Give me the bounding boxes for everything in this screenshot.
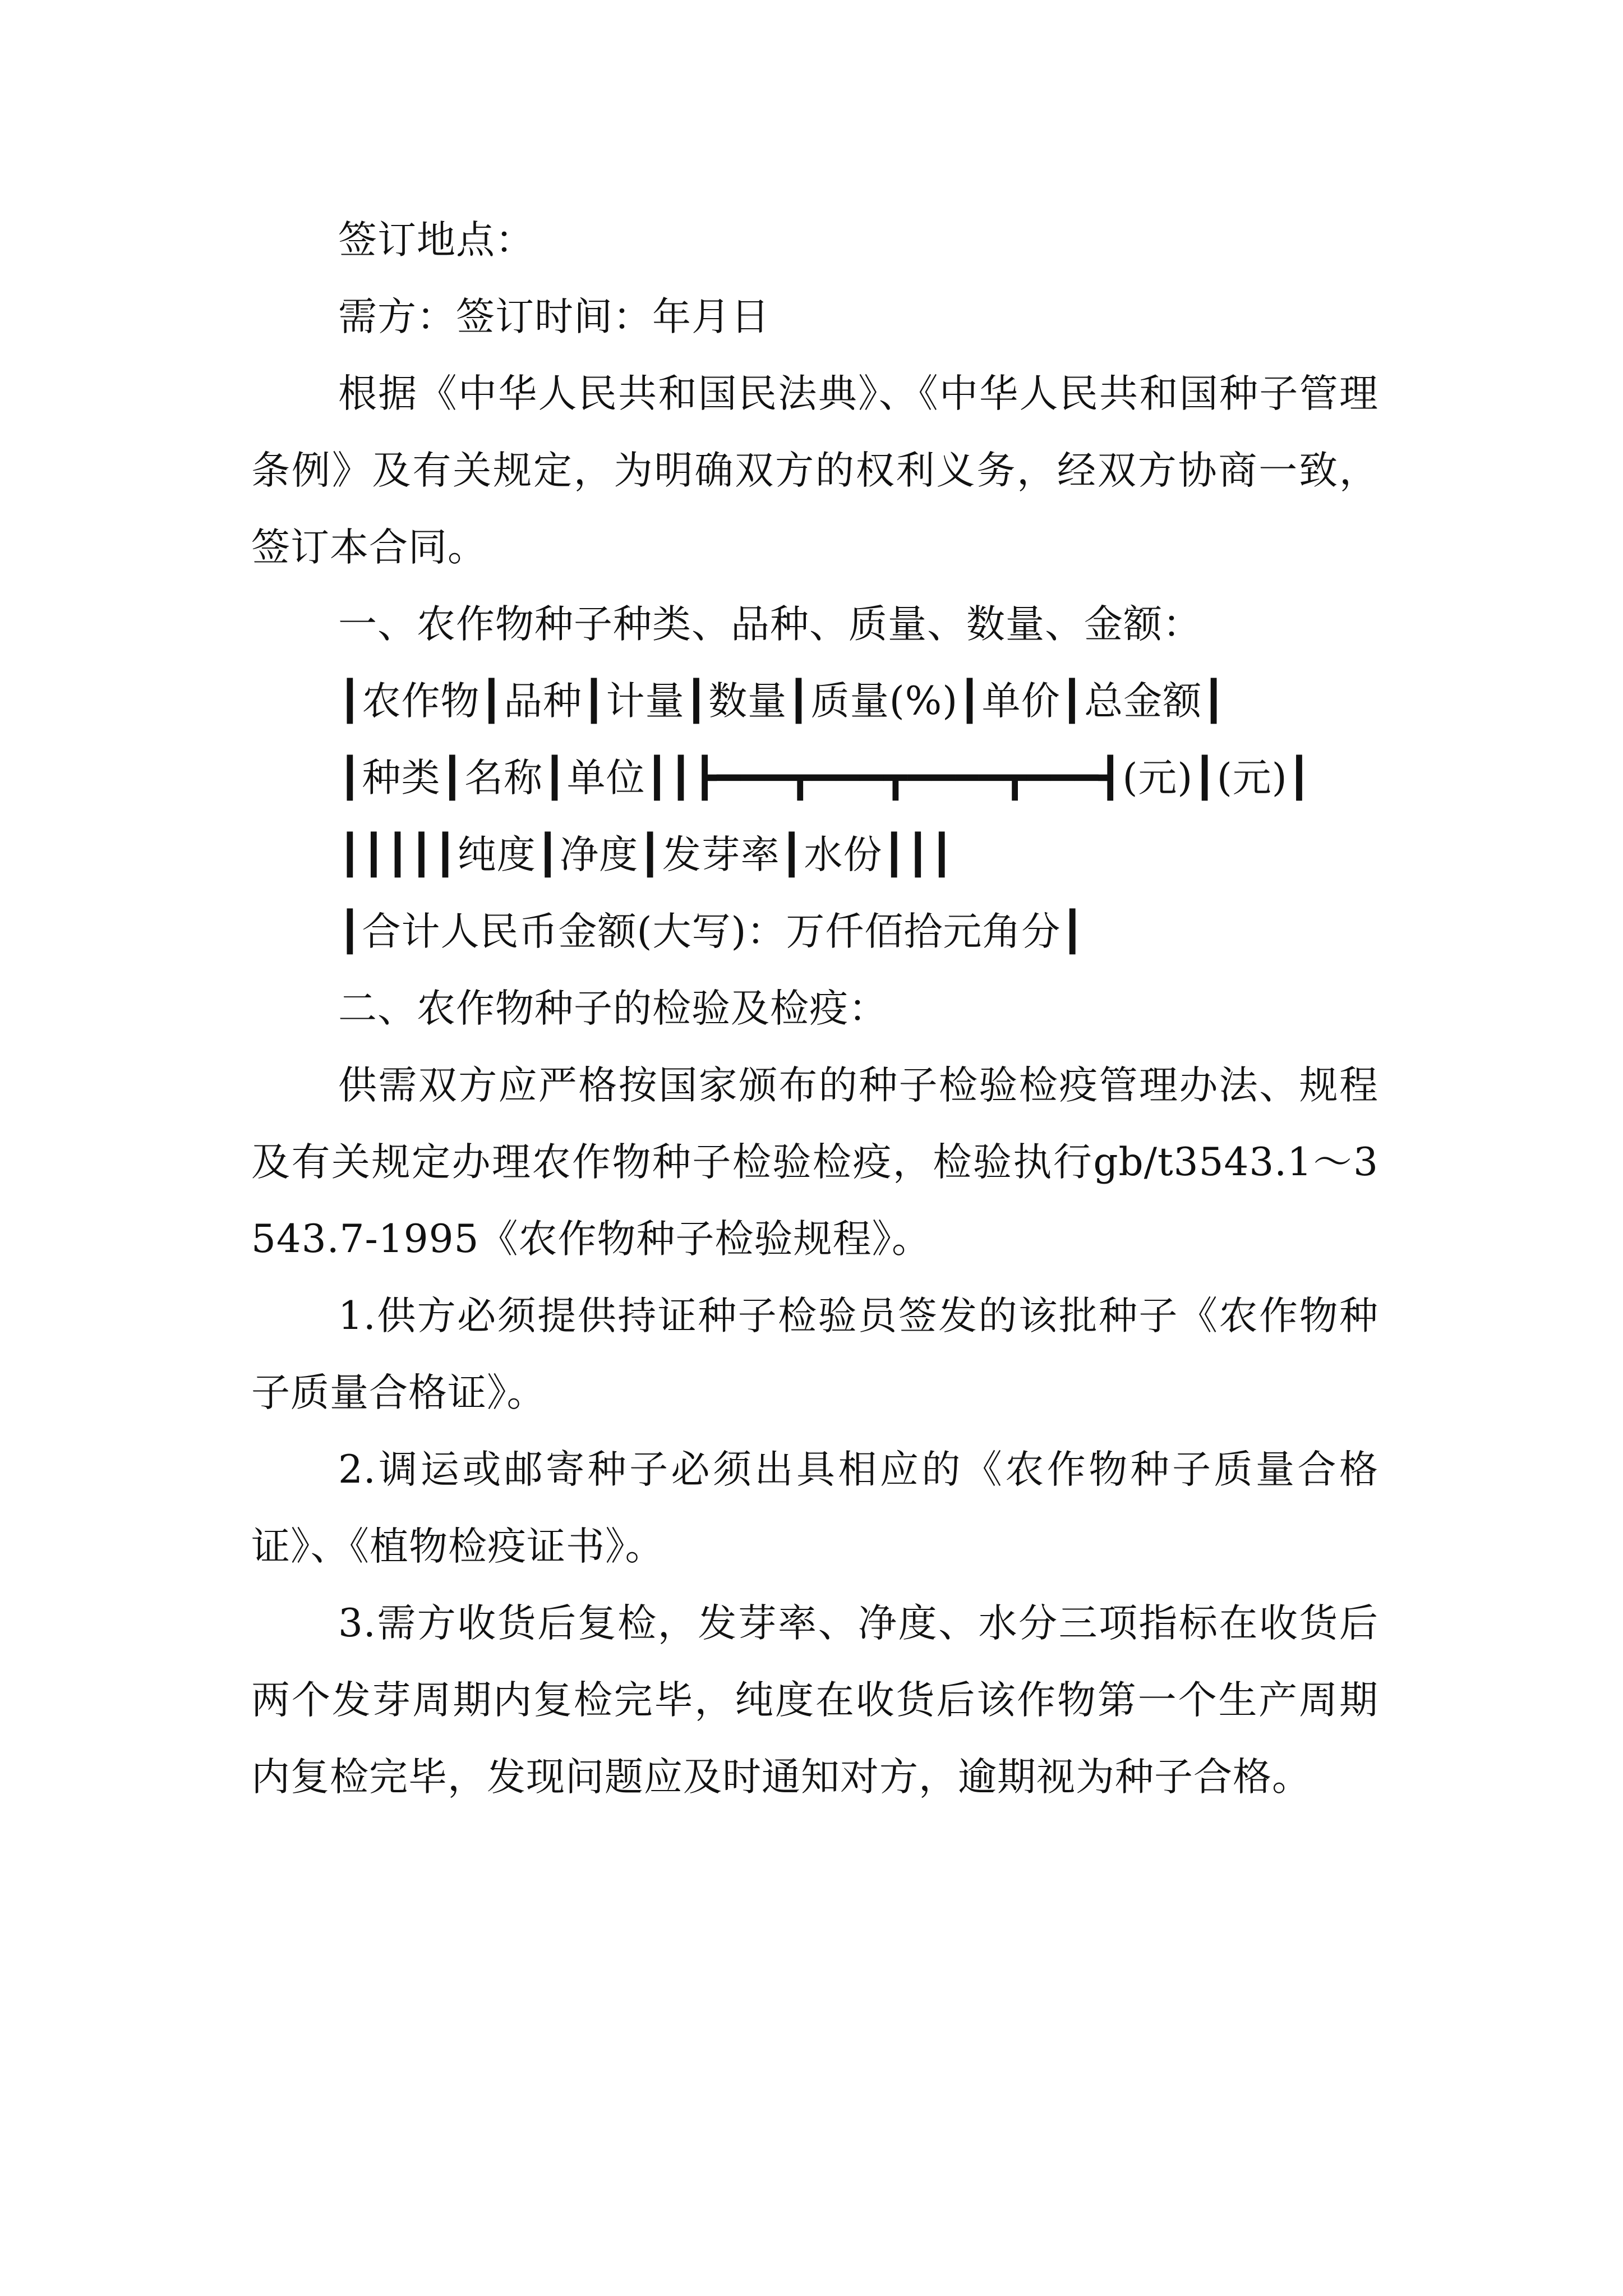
section-1-heading: 一、农作物种子种类、品种、质量、数量、金额： bbox=[338, 602, 1202, 647]
buyer-signing-time-line: 需方：签订时间：年月日 bbox=[338, 295, 770, 339]
table-row-header-3: ┃┃┃┃┃纯度┃净度┃发芽率┃水份┃┃┃ bbox=[338, 832, 954, 877]
table-row-total: ┃合计人民币金额(大写)：万仟佰拾元角分┃ bbox=[338, 909, 1085, 954]
clause-item-2: 2.调运或邮寄种子必须出具相应的《农作物种子质量合格证》、《植物检疫证书》。 bbox=[251, 1447, 1378, 1569]
contract-body bbox=[251, 202, 1378, 1816]
table-row-header-1: ┃农作物┃品种┃计量┃数量┃质量(%)┃单价┃总金额┃ bbox=[338, 679, 1226, 724]
section-2-heading: 二、农作物种子的检验及检疫： bbox=[338, 986, 888, 1031]
table-row-header-2: ┃种类┃名称┃单位┃┃┣━━━┳━━━┳━━━━┳━━━┫(元)┃(元)┃ bbox=[338, 756, 1312, 800]
preamble-paragraph: 根据《中华人民共和国民法典》、《中华人民共和国种子管理条例》及有关规定，为明确双方的权利义务，经双方协商一致，签订本合同。 bbox=[251, 371, 1378, 570]
clause-item-1: 1.供方必须提供持证种子检验员签发的该批种子《农作物种子质量合格证》。 bbox=[251, 1294, 1378, 1415]
signing-place-line: 签订地点： bbox=[338, 218, 534, 263]
clause-item-3: 3.需方收货后复检，发芽率、净度、水分三项指标在收货后两个发芽周期内复检完毕，纯度在收货后该作物第一个生产周期内复检完毕，发现问题应及时通知对方，逾期视为种子合格。 bbox=[251, 1601, 1378, 1800]
section-2-body: 供需双方应严格按国家颁布的种子检验检疫管理办法、规程及有关规定办理农作物种子检验检疫，检验执行gb/t3543.1～3543.7-1995《农作物种子检验规程》。 bbox=[251, 1063, 1378, 1262]
